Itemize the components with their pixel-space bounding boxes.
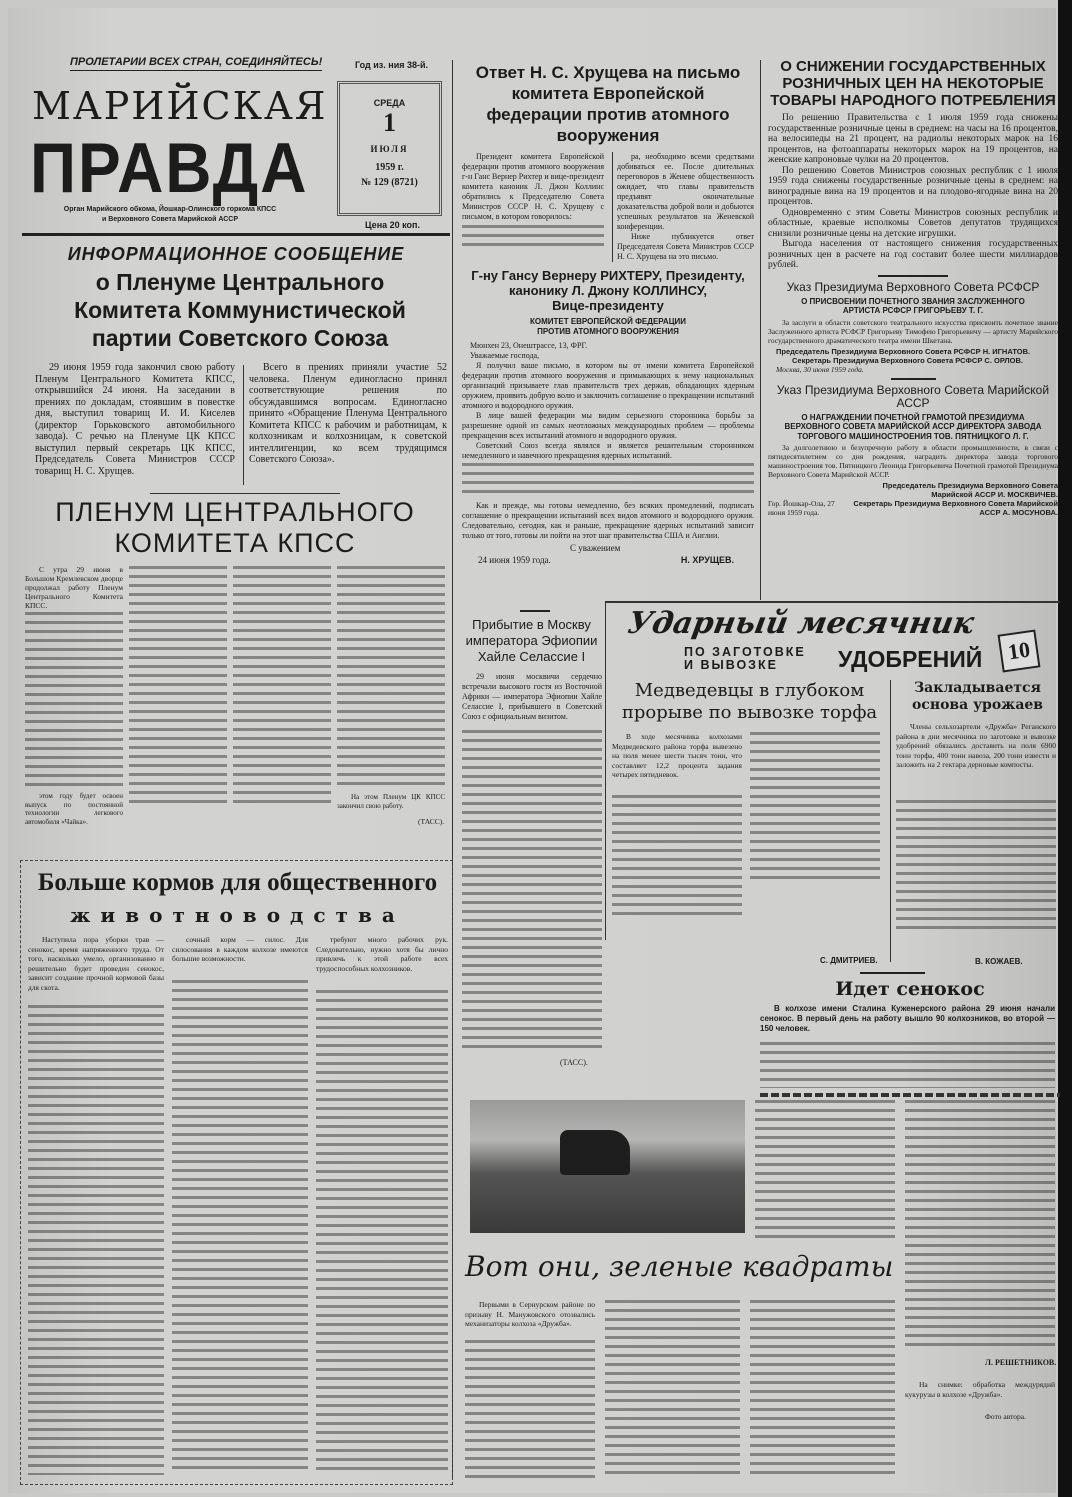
letter-paragraph: В лице вашей федерации мы видим серьезного сторонника борьбы за разрешение одной из самых неотложных международных проблем — проблемы прекращения всех испытаний атомного и водородного оружия. [462, 411, 754, 440]
divider [891, 378, 936, 380]
text-column [750, 732, 880, 882]
prices-body [768, 113, 1058, 271]
ornament-divider [878, 275, 948, 277]
prices-headline: О СНИЖЕНИИ ГОСУДАРСТВЕННЫХ РОЗНИЧНЫХ ЦЕН НА НЕКОТОРЫЕ ТОВАРЫ НАРОДНОГО ПОТРЕБЛЕНИЯ [770, 58, 1056, 109]
photo-credit: Фото автора. [985, 1412, 1026, 1421]
article1-lead: В ходе месячника колхозами Медведевского района торфа вывезено на поля менее шести тысяч тонн, что составляет 12,2 процента задания четырех пятидневок. [612, 732, 742, 779]
text-column [462, 225, 604, 252]
selassie-source: (ТАСС). [560, 1058, 588, 1067]
weekday: СРЕДА [373, 98, 406, 108]
text-column [750, 1300, 895, 1480]
place-date: Москва, 30 июня 1959 года. [776, 364, 864, 374]
ukaz1-signatures [768, 347, 1058, 374]
senokos-headline: Идет сенокос [835, 978, 985, 1000]
text-column [462, 463, 754, 499]
address: Мюнхен 23, Онештрассе, 13, ФРГ. [470, 341, 588, 350]
section-border [605, 601, 606, 940]
feed-headline-2: животноводства [70, 903, 405, 927]
corn-lead: Первыми в Сернурском районе по призыву Н. Манужовского отозвались механизаторы колхоза «Дружба». [465, 1300, 595, 1328]
corn-headline: Вот они, зеленые квадраты [465, 1250, 894, 1283]
prices-paragraph: Одновременно с этим Советы Министров союзных республик и областные, краевые исполкомы Советов депутатов трудящихся снизили розничные цены на детские игрушки. [768, 207, 1058, 239]
calendar-icon: 10 [998, 630, 1041, 673]
price: Цена 20 коп. [365, 220, 420, 230]
ukaz1-subtitle: О ПРИСВОЕНИИ ПОЧЕТНОГО ЗВАНИЯ ЗАСЛУЖЕННОГО АРТИСТА РСФСР ГРИГОРЬЕВУ Т. Г. [801, 296, 1025, 315]
letter-paragraph: Советский Союз всегда являлся и является решительным сторонником немедленного и навечного прекращения ядерных испытаний. [462, 441, 754, 460]
khrushchev-article [462, 62, 754, 566]
article2-headline: Закладывается основа урожаев [911, 680, 1044, 713]
info-headline: о Пленуме Центрального Комитета Коммунистической партии Советского Союза [74, 269, 406, 351]
masthead-title-main: ПРАВДА [30, 128, 309, 208]
text-column [462, 730, 602, 1052]
text-column [612, 795, 742, 920]
plenum-headline: ПЛЕНУМ ЦЕНТРАЛЬНОГО КОМИТЕТА КПСС [55, 497, 415, 558]
article1-headline: Медведевцы в глубоком прорыве по вывозке торфа [621, 680, 878, 723]
prices-paragraph: Выгода населения от настоящего снижения государственных розничных цен в расчете на год составит более шести миллиардов рублей. [768, 239, 1058, 270]
text-column [337, 566, 445, 788]
month: ИЮЛЯ [370, 144, 409, 154]
text-column [233, 566, 331, 806]
column-divider [890, 680, 891, 962]
organ-line-1: Орган Марийского обкома, Йошкар-Олинского горкома КПСС [63, 206, 277, 213]
article2-signature: В. КОЖАЕВ. [975, 957, 1023, 966]
organ-line-2: и Верховного Совета Марийской АССР [101, 216, 238, 223]
text-column [172, 980, 308, 1475]
ukaz2-footer [768, 481, 1058, 517]
prices-paragraph: По решению Советов Министров союзных республик с 1 июля 1959 года снижены государственные розничные цены в среднем: на виноградные вина на 19 процентов и на плодово-ягодные вина на 20 процентов. [768, 165, 1058, 207]
text-column [316, 990, 448, 1475]
khrushchev-addressee [462, 268, 754, 313]
info-column-2: Всего в прениях приняли участие 52 человека. Пленум единогласно принял соответствующие решения по обсуждавшимся вопросам. Единогласно принято «Обращение Пленума Центрального Комитета КПСС к рабочим и работницам, к колхозникам и колхозницам, к советской интеллигенции, ко всем трудящимся Советского Союза». [249, 362, 447, 465]
article1-signature: С. ДМИТРИЕВ. [820, 956, 878, 965]
feed-lead: Наступила пора уборки трав — сенокос, время напряженного труда. От того, насколько умело, организованно и решительно будет проведен сенокос, зависит создание прочной кормовой базы для скота. [28, 935, 164, 992]
issue-number: № 129 (8721) [361, 177, 418, 188]
khrushchev-headline: Ответ Н. С. Хрущева на письмо комитета Европейской федерации против атомного вооружения [475, 63, 741, 145]
ukaz2-subtitle: О НАГРАЖДЕНИИ ПОЧЕТНОЙ ГРАМОТОЙ ПРЕЗИДИУМА ВЕРХОВНОГО СОВЕТА МАРИЙСКОЙ АССР ДИРЕКТОРА ЗАВОДА ТОРГОВОГО МАШИНОСТРОЕНИЯ ТОВ. ПЯТНИЦКОГО Л. Г. [784, 412, 1042, 441]
banner-script: Ударный месячник [625, 606, 977, 641]
letter-address [470, 341, 754, 361]
intro-column-1 [462, 152, 604, 262]
column-divider [243, 365, 244, 485]
plenum-tail: этом году будет освоен выпуск по постоянной технологии легкового автомобиля «Чайка». [25, 792, 123, 826]
selassie-lead: 29 июня москвичи сердечно встречали высокого гостя из Восточной Африки — императора Эфиопии Хайле Селассие I, прибывшего в Советский Союз с официальным визитом. [462, 672, 602, 721]
letter-paragraph: Как и прежде, мы готовы немедленно, без всяких промедлений, подписать соглашение о прекращении испытаний всех видов атомного и водородного оружия. Следовательно, сегодня, как и раньше, прекращение ядерных испытаний зависит только от того, готовы ли пойти на этот шаг правительства США и Англии. [462, 501, 754, 540]
text-column [129, 566, 227, 806]
feed-lead-3: требуют много рабочих рук. Следовательно, нужно хотя бы лично привлечь к этой работе всех трудоспособных колхозников. [316, 935, 448, 973]
khrushchev-intro: Президент комитета Европейской федерации против атомного вооружения г-н Ганс Вернер Рихтер и вице-президент комитета каноник Л. Джон Коллинс обратились к Председателю Совета Министров СССР Н. С. Хрущеву с письмом, в котором говорилось: [462, 152, 604, 221]
scan-edge [1058, 0, 1072, 1497]
organ-line [50, 205, 290, 225]
text-column [28, 1005, 164, 1475]
tractor-photo [470, 1100, 745, 1233]
corn-signature: Л. РЕШЕТНИКОВ. [985, 1358, 1057, 1367]
prices-paragraph: По решению Правительства с 1 июля 1959 года снижены государственные розничные цены в среднем: на часы на 16 процентов, на велосипеды на 21 процент, на радиолы некоторых марок на 16 процентов, на фотоаппараты некоторых марок на 19 процентов, на женские капроновые чулки на 20 процентов. [768, 113, 1058, 165]
senokos-lead: В колхозе имени Сталина Куженерского района 29 июня начали сенокос. В первый день на работу вышло 90 колхозников, во второй — 150 человек. [760, 1004, 1055, 1033]
masthead-title-top: МАРИЙСКАЯ [32, 84, 328, 128]
masthead-rule [22, 233, 450, 236]
ornament-divider [860, 972, 925, 974]
committee-name: КОМИТЕТ ЕВРОПЕЙСКОЙ ФЕДЕРАЦИИ ПРОТИВ АТОМНОГО ВООРУЖЕНИЯ [529, 317, 687, 336]
banner-small-2: И ВЫВОЗКЕ [684, 658, 778, 672]
ukaz2-title: Указ Президиума Верховного Совета Марийской АССР [776, 382, 1050, 410]
plenum-source: (ТАСС). [418, 817, 445, 826]
ukaz1-title: Указ Президиума Верховного Совета РСФСР [786, 279, 1040, 294]
text-column [25, 612, 123, 786]
letter-body [462, 361, 754, 541]
signature: Председатель Президиума Верховного Совета Марийской АССР И. МОСКВИЧЕВ. [882, 481, 1058, 499]
signature: Секретарь Президиума Верховного Совета РСФСР С. ОРЛОВ. [792, 355, 1023, 365]
plenum-lead: С утра 29 июня в Большом Кремлевском дворце продолжал работу Пленум Центрального Комитета КПСС. [25, 565, 123, 610]
year-of-publication: Год из. ния 38-й. [355, 60, 429, 70]
selassie-headline: Прибытие в Москву императора Эфиопии Хайле Селассие I [465, 617, 598, 664]
addressee-3: Вице-президенту [552, 298, 664, 313]
letter-signature: Н. ХРУЩЕВ. [680, 555, 734, 565]
ukaz2-place: Гор. Йошкар-Ола, 27 июня 1959 года. [768, 499, 835, 517]
text-column [760, 1042, 1055, 1088]
article2-lead: Члены сельхозартели «Дружба» Реганского района в дни месячника по заготовке и вывозке удобрений обязались доставить на поля 6900 тонн торфа, 400 тонн навоза, 200 тонн извести и заложить на 2 гектара дерновые компосты. [896, 722, 1056, 769]
plenum-closing: На этом Пленум ЦК КПСС закончил свою работу. [337, 793, 445, 810]
banner-small [684, 646, 806, 672]
khrushchev-published-note: Ниже публикуется ответ Председателя Совета Министров СССР Н. С. Хрущева на это письмо. [617, 232, 754, 261]
khrushchev-intro-2: ра, необходимо всеми средствами добиваться ее. После длительных переговоров в Женеве общественность ожидает, что главы правительств предъявят окончательные доказательства доброй воли и добьются успешных результатов на Женевской конференции. [617, 152, 754, 231]
signature: Председатель Президиума Верховного Совета РСФСР Н. ИГНАТОВ. [776, 346, 1031, 356]
slogan: ПРОЛЕТАРИИ ВСЕХ СТРАН, СОЕДИНЯЙТЕСЬ! [70, 56, 322, 71]
section-rule [605, 601, 1060, 603]
letter-date: 24 июня 1959 года. [478, 555, 551, 565]
photo-caption: На снимке: обработка междурядий кукурузы в колхозе «Дружба». [905, 1380, 1055, 1399]
day: 1 [383, 108, 396, 137]
letter-closing: С уважением [570, 543, 621, 553]
year: 1959 г. [375, 162, 404, 173]
tractor-icon [560, 1130, 630, 1175]
ukaz2-signatures [846, 481, 1058, 517]
letter-paragraph: Я получил ваше письмо, в котором вы от имени комитета Европейской федерации против атомного вооружения и примыкающих к нему национальных организаций призываете глав правительств трех держав, обладающих ядерным оружием, проявить добрую волю и заключить соглашение о прекращении испытаний атомного и водородного оружия. [462, 361, 754, 410]
letter-footer [462, 554, 754, 566]
info-column-1: 29 июня 1959 года закончил свою работу Пленум Центрального Комитета КПСС, открывшийся 24 июня. На заседании в прениях по докладам, стоявшим в повестке дня, выступил товарищ И. И. Киселев (директор Горьковского автомобильного завода). С речью на Пленуме ЦК КПСС выступил первый секретарь ЦК КПСС, Председатель Совета Министров СССР товарищ Н. С. Хрущев. [35, 362, 235, 477]
addressee-2: канонику Л. Джону КОЛЛИНСУ, [508, 283, 707, 298]
date-box [337, 81, 442, 216]
text-column [465, 1340, 595, 1480]
text-column [755, 1100, 895, 1240]
salutation: Уважаемые господа, [470, 351, 540, 360]
feed-headline-1: Больше кормов для общественного [37, 869, 438, 896]
divider [520, 610, 550, 612]
addressee-1: Г-ну Гансу Вернеру РИХТЕРУ, Президенту, [471, 268, 745, 283]
text-column [896, 800, 1056, 935]
feed-lead-2: сочный корм — силос. Для силосования в каждом колхозе имеются большие возможности. [172, 935, 308, 963]
ukaz2-body: За долголетнюю и безупречную работу в области промышленности, в связи с пятидесятилетием со дня рождения, наградить директора завода торгового машиностроения тов. Пятницкого Леонида Григорьевича Почетной грамотой Президиума Верховного Совета Марийской АССР. [768, 443, 1058, 479]
text-column [605, 1300, 740, 1480]
ukaz1-body: За заслуги в области советского театрального искусства присвоить почетное звание Заслуженного артиста РСФСР Григорьеву Тимофею Григорьевичу — артисту Марийского государственного драматического театра имени Шкетана. [768, 317, 1058, 345]
info-kicker: ИНФОРМАЦИОННОЕ СООБЩЕНИЕ [67, 244, 405, 264]
banner-big: УДОБРЕНИЙ [838, 646, 983, 672]
text-column [905, 1100, 1055, 1350]
signature: Секретарь Президиума Верховного Совета Марийской АССР А. МОСУНОВА. [853, 499, 1058, 517]
intro-column-2 [612, 152, 754, 262]
divider [150, 493, 340, 494]
column-divider [760, 60, 761, 600]
banner-small-1: ПО ЗАГОТОВКЕ [684, 645, 806, 659]
ornament-rule [760, 1093, 1060, 1097]
prices-column [768, 58, 1058, 517]
khrushchev-intro-columns [462, 152, 754, 262]
